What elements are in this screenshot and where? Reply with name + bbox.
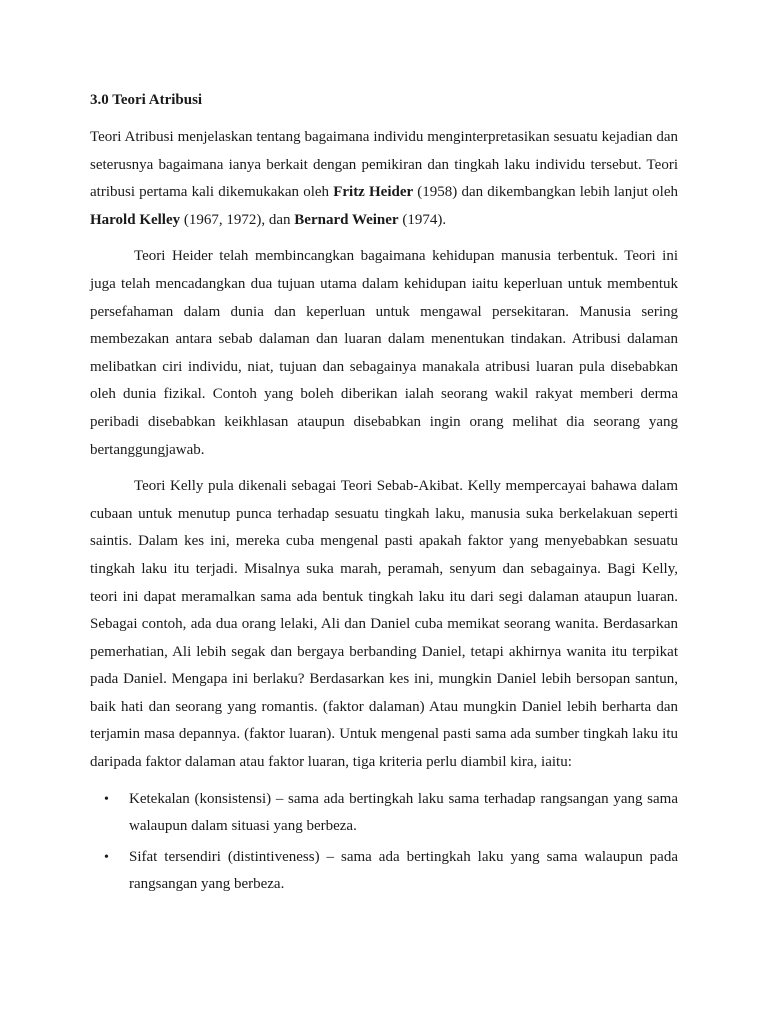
paragraph-heider: Teori Heider telah membincangkan bagaimana kehidupan manusia terbentuk. Teori ini juga telah mencadangkan dua tujuan utama dalam kehidupan iaitu keperluan untuk membentuk persefahaman dalam dunia dan keperluan untuk mengawal persekitaran. Manusia sering membezakan antara sebab dalaman dan luaran dalam menentukan tindakan. Atribusi dalaman melibatkan ciri individu, niat, tujuan dan sebagainya manakala atribusi luaran pula disebabkan oleh dunia fizikal. Contoh yang boleh diberikan ialah seorang wakil rakyat memberi derma peribadi disebabkan keikhlasan ataupun disebabkan ingin orang melihat dia seorang yang bertanggungjawab. (90, 248, 678, 458)
author-fritz-heider: Fritz Heider (333, 184, 414, 201)
criteria-list (90, 786, 678, 899)
bullet-icon: • (104, 849, 109, 865)
list-item-text: Sifat tersendiri (distintiveness) – sama ada bertingkah laku yang sama walaupun pada rangsangan yang berbeza. (129, 848, 678, 893)
paragraph-intro (90, 124, 678, 234)
author-bernard-weiner: Bernard Weiner (294, 211, 399, 228)
list-item (90, 786, 678, 841)
paragraph-intro-text-a: Teori Atribusi menjelaskan tentang bagaimana individu menginterpretasikan sesuatu kejadian dan seterusnya bagaimana ianya berkait dengan pemikiran dan tingkah laku individu tersebut. Teori atribusi pertama kali dikemukakan oleh (90, 129, 678, 201)
list-item (90, 844, 678, 899)
author-harold-kelley: Harold Kelley (90, 211, 181, 228)
paragraph-intro-text-b: (1958) dan dikembangkan lebih lanjut oleh (413, 184, 679, 201)
bullet-icon: • (104, 791, 109, 807)
section-heading: 3.0 Teori Atribusi (90, 92, 203, 108)
paragraph-intro-text-c: (1967, 1972), dan (180, 211, 295, 228)
list-item-text: Ketekalan (konsistensi) – sama ada bertingkah laku sama terhadap rangsangan yang sama walaupun dalam situasi yang berbeza. (129, 790, 678, 835)
paragraph-intro-text-d: (1974). (398, 211, 447, 228)
paragraph-kelly: Teori Kelly pula dikenali sebagai Teori Sebab-Akibat. Kelly mempercayai bahawa dalam cubaan untuk menutup punca terhadap sesuatu tingkah laku, manusia suka berkelakuan seperti saintis. Dalam kes ini, mereka cuba mengenal pasti apakah faktor yang menyebabkan sesuatu tingkah laku itu terjadi. Misalnya suka marah, peramah, senyum dan sebagainya. Bagi Kelly, teori ini dapat meramalkan sama ada bentuk tingkah laku itu dari segi dalaman ataupun luaran. Sebagai contoh, ada dua orang lelaki, Ali dan Daniel cuba memikat seorang wanita. Berdasarkan pemerhatian, Ali lebih segak dan bergaya berbanding Daniel, tetapi akhirnya wanita itu terpikat pada Daniel. Mengapa ini berlaku? Berdasarkan kes ini, mungkin Daniel lebih bersopan santun, baik hati dan seorang yang romantis. (faktor dalaman) Atau mungkin Daniel lebih berharta dan terjamin masa depannya. (faktor luaran). Untuk mengenal pasti sama ada sumber tingkah laku itu daripada faktor dalaman atau faktor luaran, tiga kriteria perlu diambil kira, iaitu: (90, 478, 678, 771)
